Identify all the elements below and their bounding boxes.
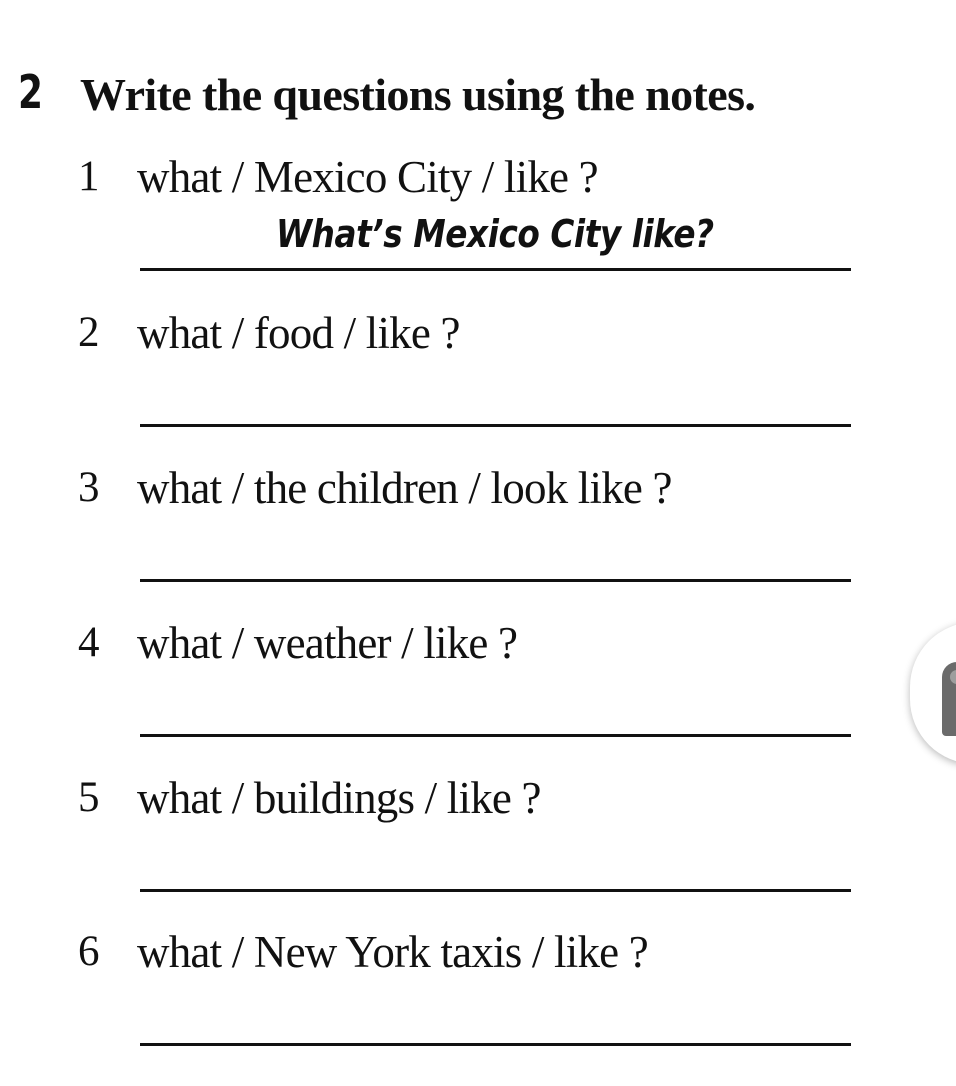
answer-line[interactable] [140, 734, 851, 737]
item-number: 1 [78, 153, 100, 200]
item-prompt: what / buildings / like ? [137, 773, 541, 823]
question-item-4 [0, 618, 860, 748]
answer-line[interactable] [140, 268, 851, 271]
exercise-instruction: Write the questions using the notes. [80, 69, 756, 120]
floating-side-button[interactable] [910, 622, 956, 764]
item-number: 5 [78, 774, 100, 821]
item-number: 2 [78, 309, 100, 356]
edge-tab-icon [942, 662, 956, 736]
item-number: 3 [78, 464, 100, 511]
answer-line[interactable] [140, 889, 851, 892]
item-prompt: what / Mexico City / like ? [137, 152, 598, 202]
question-item-3 [0, 463, 860, 593]
item-number: 4 [78, 619, 100, 666]
handwritten-answer: What’s Mexico City like? [276, 212, 714, 256]
item-prompt: what / New York taxis / like ? [137, 927, 648, 977]
item-prompt: what / weather / like ? [137, 618, 518, 668]
edge-tab-icon-highlight [950, 670, 956, 684]
answer-line[interactable] [140, 424, 851, 427]
item-number: 6 [78, 928, 100, 975]
exercise-number: 2 [18, 65, 43, 119]
item-prompt: what / the children / look like ? [137, 463, 672, 513]
question-item-6 [0, 927, 860, 1057]
item-prompt: what / food / like ? [137, 308, 460, 358]
question-item-2 [0, 308, 860, 438]
question-item-5 [0, 773, 860, 903]
answer-line[interactable] [140, 1043, 851, 1046]
question-item-1 [0, 152, 860, 282]
answer-line[interactable] [140, 579, 851, 582]
